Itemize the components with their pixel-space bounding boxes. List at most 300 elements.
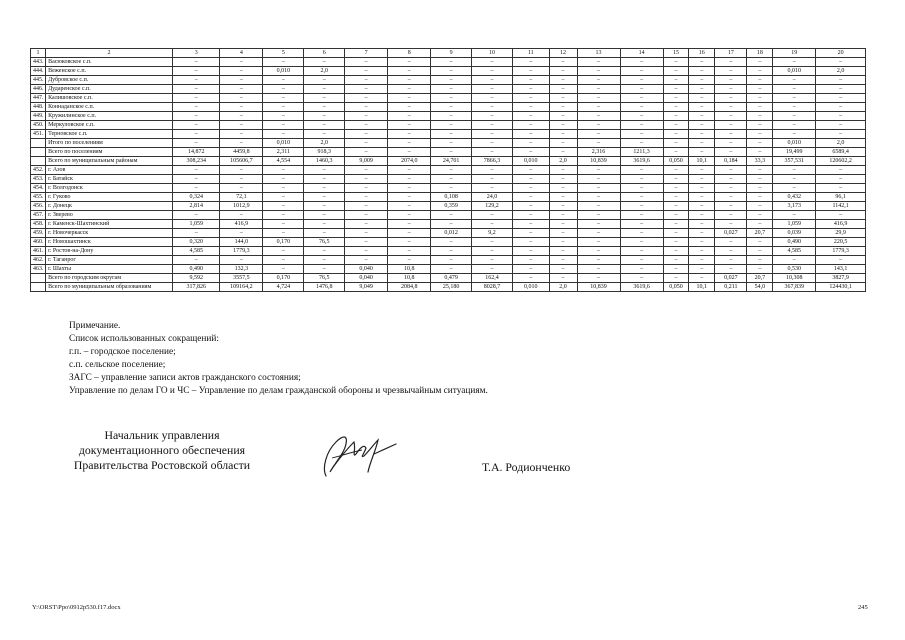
table-cell: – [549, 256, 577, 265]
table-cell: 0,211 [715, 283, 747, 292]
table-cell: – [304, 265, 345, 274]
row-name: Терновское с.п. [46, 130, 173, 139]
table-cell: – [304, 130, 345, 139]
notes-line: с.п. сельское поселение; [69, 360, 166, 370]
table-cell: – [620, 67, 663, 76]
table-cell: – [689, 139, 715, 148]
table-cell: – [345, 220, 388, 229]
table-cell: – [512, 103, 549, 112]
table-cell: 9,049 [345, 283, 388, 292]
table-cell: – [472, 247, 513, 256]
table-row [31, 265, 866, 274]
table-cell: – [472, 211, 513, 220]
table-row [31, 139, 866, 148]
table-cell: – [345, 130, 388, 139]
table-cell: – [620, 85, 663, 94]
table-cell: – [304, 94, 345, 103]
table-cell: – [816, 58, 866, 67]
table-cell: 317,826 [173, 283, 220, 292]
table-cell: – [773, 76, 816, 85]
row-number: 449. [31, 112, 46, 121]
table-cell: – [345, 238, 388, 247]
table-cell: – [715, 85, 747, 94]
row-number: 458. [31, 220, 46, 229]
position-line: Начальник управления [104, 428, 220, 442]
table-cell: – [663, 265, 689, 274]
table-cell: – [304, 121, 345, 130]
table-cell: – [431, 139, 472, 148]
table-cell: – [263, 85, 304, 94]
table-row [31, 166, 866, 175]
table-cell: – [816, 76, 866, 85]
table-cell: 0,039 [773, 229, 816, 238]
table-cell: – [715, 112, 747, 121]
table-cell: 8028,7 [472, 283, 513, 292]
table-cell: – [220, 139, 263, 148]
table-cell: – [345, 139, 388, 148]
table-cell: – [263, 265, 304, 274]
position-line: документационного обеспечения [78, 443, 246, 457]
table-cell: – [620, 58, 663, 67]
table-cell: – [304, 211, 345, 220]
table-cell: – [263, 94, 304, 103]
table-row [31, 67, 866, 76]
table-cell: – [263, 220, 304, 229]
table-cell: 129,2 [472, 202, 513, 211]
table-cell: 357,531 [773, 157, 816, 166]
table-cell: – [816, 94, 866, 103]
row-number [31, 148, 46, 157]
table-cell: – [345, 94, 388, 103]
column-header: 2 [46, 49, 173, 58]
table-cell: – [577, 139, 620, 148]
table-cell: – [512, 121, 549, 130]
table-row [31, 274, 866, 283]
table-cell: – [512, 256, 549, 265]
table-cell: – [345, 148, 388, 157]
table-cell: 0,490 [173, 265, 220, 274]
table-cell: – [220, 58, 263, 67]
table-cell: – [549, 76, 577, 85]
data-table-wrapper [30, 48, 866, 292]
notes-abbr-heading: Список использованных сокращений: [69, 334, 219, 344]
table-cell: 10,1 [689, 283, 715, 292]
column-header: 13 [577, 49, 620, 58]
table-cell: – [747, 130, 773, 139]
table-cell: 72,1 [220, 193, 263, 202]
table-cell: – [304, 247, 345, 256]
table-cell: 105606,7 [220, 157, 263, 166]
row-number: 444. [31, 67, 46, 76]
table-cell: – [747, 58, 773, 67]
table-cell: – [689, 103, 715, 112]
table-cell: – [472, 265, 513, 274]
table-cell: – [345, 85, 388, 94]
table-cell: – [715, 130, 747, 139]
table-cell: – [577, 67, 620, 76]
row-name: Дударенское с.п. [46, 85, 173, 94]
table-cell: – [220, 121, 263, 130]
table-row [31, 193, 866, 202]
table-cell: – [345, 193, 388, 202]
table-cell: – [620, 112, 663, 121]
table-cell: – [431, 76, 472, 85]
table-cell: – [549, 229, 577, 238]
row-name: Коннаданское с.п. [46, 103, 173, 112]
table-row [31, 238, 866, 247]
row-number: 446. [31, 85, 46, 94]
table-cell: 308,234 [173, 157, 220, 166]
table-cell: – [663, 58, 689, 67]
table-cell: – [747, 94, 773, 103]
table-cell: – [173, 211, 220, 220]
column-header: 17 [715, 49, 747, 58]
table-cell: – [304, 58, 345, 67]
table-cell: – [689, 148, 715, 157]
table-cell: – [663, 94, 689, 103]
table-cell: – [512, 139, 549, 148]
table-cell: 10,839 [577, 157, 620, 166]
table-cell: – [689, 220, 715, 229]
table-cell: – [689, 76, 715, 85]
table-cell: 0,010 [512, 283, 549, 292]
table-cell: 0,432 [773, 193, 816, 202]
table-cell: – [577, 256, 620, 265]
table-cell: – [747, 67, 773, 76]
table-cell: – [388, 67, 431, 76]
table-cell: – [263, 166, 304, 175]
table-cell: 1476,8 [304, 283, 345, 292]
table-cell: – [620, 193, 663, 202]
row-name: Всего по поселениям [46, 148, 173, 157]
table-cell: – [431, 121, 472, 130]
table-row [31, 211, 866, 220]
table-cell: – [689, 202, 715, 211]
table-cell: – [512, 211, 549, 220]
table-cell: – [715, 148, 747, 157]
table-row [31, 256, 866, 265]
table-cell: – [388, 139, 431, 148]
table-cell: – [304, 256, 345, 265]
table-cell: – [549, 175, 577, 184]
table-cell: – [747, 103, 773, 112]
table-cell: – [549, 67, 577, 76]
table-cell: – [773, 175, 816, 184]
table-cell: – [663, 67, 689, 76]
table-cell: – [512, 58, 549, 67]
table-cell: 3619,6 [620, 157, 663, 166]
table-cell: 143,1 [816, 265, 866, 274]
table-cell: – [620, 121, 663, 130]
table-cell: – [577, 121, 620, 130]
table-cell: – [663, 148, 689, 157]
table-cell: – [689, 58, 715, 67]
table-cell: – [715, 139, 747, 148]
row-number: 461. [31, 247, 46, 256]
table-cell: – [220, 229, 263, 238]
table-cell: – [715, 211, 747, 220]
row-number: 462. [31, 256, 46, 265]
table-cell: 33,3 [747, 157, 773, 166]
table-cell: 0,010 [773, 67, 816, 76]
table-cell: – [663, 184, 689, 193]
table-cell: – [512, 112, 549, 121]
table-cell: – [747, 148, 773, 157]
row-name: Меркуловское с.п. [46, 121, 173, 130]
row-name: Кружилинское с.п. [46, 112, 173, 121]
table-cell: – [173, 229, 220, 238]
table-cell: 367,839 [773, 283, 816, 292]
table-cell: – [577, 58, 620, 67]
table-cell: – [747, 220, 773, 229]
row-name: Васюковское с.п. [46, 58, 173, 67]
table-cell: – [747, 202, 773, 211]
row-number [31, 274, 46, 283]
table-cell: – [173, 139, 220, 148]
table-cell: – [263, 229, 304, 238]
table-cell: – [689, 193, 715, 202]
table-cell: – [512, 265, 549, 274]
column-header: 19 [773, 49, 816, 58]
table-cell: – [747, 139, 773, 148]
table-cell: – [773, 103, 816, 112]
table-cell: – [747, 121, 773, 130]
table-cell: – [431, 85, 472, 94]
table-cell: – [388, 247, 431, 256]
table-cell: 124430,1 [816, 283, 866, 292]
table-cell: – [431, 166, 472, 175]
table-cell: – [773, 94, 816, 103]
table-cell: – [472, 139, 513, 148]
row-number: 456. [31, 202, 46, 211]
table-cell: – [577, 103, 620, 112]
table-cell: – [620, 202, 663, 211]
table-cell: 2084,8 [388, 283, 431, 292]
table-cell: 3,173 [773, 202, 816, 211]
table-cell: 1779,3 [816, 247, 866, 256]
table-cell: 1,059 [773, 220, 816, 229]
table-cell: – [577, 112, 620, 121]
row-number: 450. [31, 121, 46, 130]
table-cell: – [715, 94, 747, 103]
row-name: г. Новочеркасск [46, 229, 173, 238]
table-cell: – [431, 67, 472, 76]
table-cell: – [512, 247, 549, 256]
table-cell: – [663, 121, 689, 130]
table-cell: – [689, 247, 715, 256]
table-cell: – [549, 184, 577, 193]
column-header: 15 [663, 49, 689, 58]
table-cell: – [512, 238, 549, 247]
table-cell: – [388, 229, 431, 238]
handwritten-signature [312, 428, 400, 482]
table-cell: – [472, 121, 513, 130]
table-cell: – [549, 265, 577, 274]
table-cell: – [512, 274, 549, 283]
table-cell: 0,050 [663, 283, 689, 292]
table-cell: – [663, 193, 689, 202]
table-cell: 4,724 [263, 283, 304, 292]
table-cell: 19,499 [773, 148, 816, 157]
column-header: 7 [345, 49, 388, 58]
table-cell: – [173, 112, 220, 121]
column-header: 14 [620, 49, 663, 58]
table-cell: 2,0 [549, 283, 577, 292]
table-cell: – [715, 67, 747, 76]
table-cell: 6589,4 [816, 148, 866, 157]
table-cell: – [620, 247, 663, 256]
table-cell: – [173, 76, 220, 85]
table-cell: – [472, 130, 513, 139]
table-cell: – [388, 121, 431, 130]
table-cell: – [715, 166, 747, 175]
row-number: 452. [31, 166, 46, 175]
table-cell: – [472, 103, 513, 112]
table-cell: – [747, 238, 773, 247]
data-table [30, 48, 866, 292]
table-cell: – [577, 184, 620, 193]
table-cell: – [345, 211, 388, 220]
table-cell: – [388, 112, 431, 121]
table-cell: – [715, 175, 747, 184]
table-cell: 10,8 [388, 265, 431, 274]
table-cell: – [220, 256, 263, 265]
table-cell: – [577, 211, 620, 220]
table-cell: – [816, 211, 866, 220]
table-cell: 7866,3 [472, 157, 513, 166]
table-cell: 0,040 [345, 265, 388, 274]
table-cell: – [715, 220, 747, 229]
table-cell: – [747, 76, 773, 85]
table-cell: – [173, 121, 220, 130]
table-cell: – [663, 112, 689, 121]
row-number: 447. [31, 94, 46, 103]
table-cell: – [816, 256, 866, 265]
table-cell: 3557,5 [220, 274, 263, 283]
table-cell: – [689, 229, 715, 238]
table-cell: 132,3 [220, 265, 263, 274]
table-cell: – [715, 121, 747, 130]
table-cell: – [816, 103, 866, 112]
position-line: Правительства Ростовской области [73, 458, 251, 472]
row-name: г. Зверево [46, 211, 173, 220]
table-cell: – [620, 175, 663, 184]
table-cell: – [663, 211, 689, 220]
table-cell: – [689, 130, 715, 139]
row-number [31, 139, 46, 148]
table-cell: – [304, 112, 345, 121]
table-cell: – [715, 58, 747, 67]
table-cell: – [773, 121, 816, 130]
column-header: 20 [816, 49, 866, 58]
table-cell: – [173, 94, 220, 103]
table-cell: – [388, 211, 431, 220]
table-cell: – [263, 121, 304, 130]
table-cell: 29,9 [816, 229, 866, 238]
table-cell: 1,059 [173, 220, 220, 229]
table-cell: – [577, 76, 620, 85]
column-header: 5 [263, 49, 304, 58]
column-header: 9 [431, 49, 472, 58]
table-cell: – [816, 121, 866, 130]
table-cell: – [472, 184, 513, 193]
table-cell: – [689, 265, 715, 274]
row-number: 460. [31, 238, 46, 247]
table-cell: – [816, 184, 866, 193]
table-row [31, 58, 866, 67]
table-cell: – [549, 103, 577, 112]
row-number: 463. [31, 265, 46, 274]
table-cell: – [549, 247, 577, 256]
row-name: Итого по поселениям [46, 139, 173, 148]
row-name: г. Волгодонск [46, 184, 173, 193]
table-cell: – [472, 166, 513, 175]
table-cell: – [388, 130, 431, 139]
table-row [31, 94, 866, 103]
table-cell: – [220, 130, 263, 139]
table-row [31, 175, 866, 184]
table-cell: – [747, 256, 773, 265]
row-name: Дубровское с.п. [46, 76, 173, 85]
row-number: 454. [31, 184, 46, 193]
table-cell: – [173, 130, 220, 139]
table-cell: – [773, 211, 816, 220]
table-cell: – [577, 94, 620, 103]
table-cell: – [715, 238, 747, 247]
table-cell: – [173, 85, 220, 94]
table-cell: 144,0 [220, 238, 263, 247]
table-cell: – [345, 256, 388, 265]
row-name: г. Таганрог [46, 256, 173, 265]
table-cell: – [620, 94, 663, 103]
table-cell: 9,009 [345, 157, 388, 166]
table-cell: – [620, 265, 663, 274]
table-cell: – [388, 58, 431, 67]
notes-line: Управление по делам ГО и ЧС – Управление по делам гражданской обороны и чрезвычайным ситуациям. [69, 386, 488, 396]
table-cell: – [472, 76, 513, 85]
table-cell: – [345, 175, 388, 184]
table-cell: 2,0 [304, 139, 345, 148]
table-cell: – [388, 94, 431, 103]
table-cell: 416,9 [816, 220, 866, 229]
table-cell: 10,839 [577, 283, 620, 292]
table-cell: – [304, 202, 345, 211]
table-row [31, 76, 866, 85]
table-cell: – [577, 238, 620, 247]
table-cell: – [304, 103, 345, 112]
notes-block [69, 320, 488, 398]
table-cell: – [345, 166, 388, 175]
table-cell: – [263, 103, 304, 112]
table-cell: – [773, 184, 816, 193]
table-cell: – [663, 220, 689, 229]
table-cell: – [304, 220, 345, 229]
table-row [31, 121, 866, 130]
table-cell: – [512, 67, 549, 76]
table-cell: – [512, 220, 549, 229]
table-cell: – [663, 76, 689, 85]
table-cell: – [773, 166, 816, 175]
table-cell: – [472, 148, 513, 157]
table-cell: 2,0 [304, 67, 345, 76]
table-cell: – [663, 130, 689, 139]
table-cell: 0,170 [263, 238, 304, 247]
table-cell: – [263, 130, 304, 139]
table-cell: 0,324 [173, 193, 220, 202]
table-cell: – [431, 211, 472, 220]
table-cell: – [549, 139, 577, 148]
row-number [31, 157, 46, 166]
